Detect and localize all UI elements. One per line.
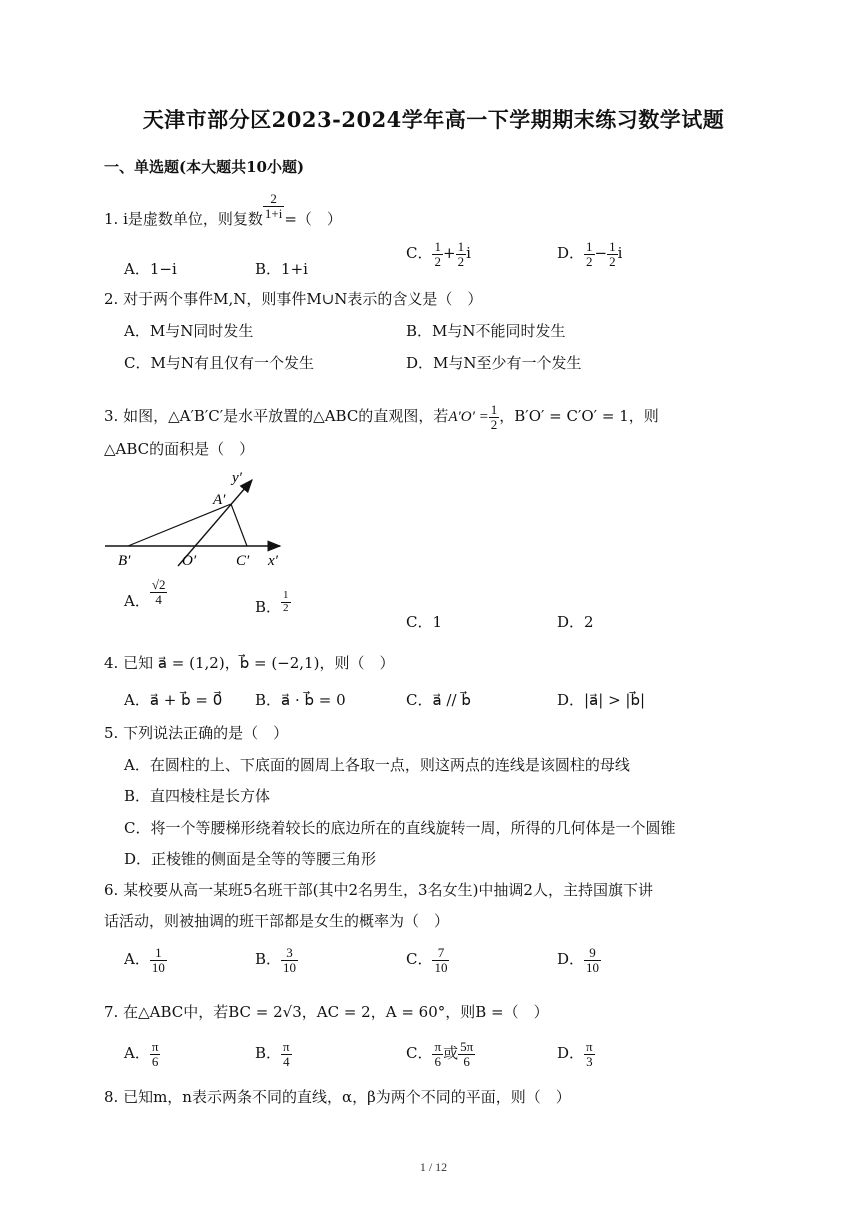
q3-a-label: A． [124, 592, 150, 611]
question-8-stem: 8. 已知m，n表示两条不同的直线，α，β为两个不同的平面，则（ ） [104, 1088, 571, 1106]
frac-den: 3 [586, 1053, 593, 1069]
question-2-stem: 2. 对于两个事件M,N，则事件M∪N表示的含义是（ ） [104, 290, 483, 308]
label-a: A′ [213, 492, 226, 508]
q5-option-c[interactable]: C．将一个等腰梯形绕着较长的底边所在的直线旋转一周，所得的几何体是一个圆锥 [124, 819, 676, 837]
edge-ba [128, 504, 231, 546]
q1-d-op: − [594, 244, 608, 263]
q1-option-d[interactable] [557, 240, 622, 268]
frac-den: 2 [283, 601, 289, 614]
label-o: O′ [182, 553, 197, 569]
frac-den: 2 [434, 253, 441, 269]
q7-d-label: D． [557, 1044, 585, 1063]
q7-c-label: C． [406, 1044, 433, 1063]
q5-option-b[interactable]: B．直四棱柱是长方体 [124, 787, 271, 805]
q3-cond-frac [489, 403, 500, 431]
q6-d-frac [584, 946, 601, 974]
frac-num: 9 [584, 946, 601, 961]
frac-num: 1 [283, 589, 289, 601]
q6-a-frac [150, 946, 167, 974]
q3-cond-rest: ，B′O′ = C′O′ = 1，则 [499, 407, 659, 426]
frac-num: π [151, 1039, 159, 1054]
frac-den: 6 [463, 1053, 470, 1069]
frac-num: 3 [281, 946, 298, 961]
q6-d-label: D． [557, 950, 585, 969]
q1-c-op: + [442, 244, 456, 263]
q3-option-b[interactable] [255, 589, 291, 620]
q1-c-label: C． [406, 244, 433, 263]
frac-den: 10 [151, 959, 165, 975]
q2-option-a[interactable]: A．M与N同时发生 [124, 322, 254, 340]
label-y: y′ [232, 470, 242, 486]
q2-option-c[interactable]: C．M与N有且仅有一个发生 [124, 354, 314, 372]
q3-figure [100, 468, 300, 573]
q6-a-label: A． [124, 950, 150, 969]
q7-option-a[interactable] [124, 1040, 160, 1068]
q3-option-d[interactable]: D．2 [557, 613, 594, 631]
frac-den: 6 [151, 1053, 159, 1069]
q1-c-frac2 [456, 240, 467, 268]
q6-b-frac [281, 946, 298, 974]
label-c: C′ [236, 553, 250, 569]
q1-d-frac2 [607, 240, 618, 268]
q4-option-a[interactable]: A．a⃗ + b⃗ = 0⃗ [124, 691, 223, 709]
frac-den: 4 [155, 591, 162, 607]
q3-option-c[interactable]: C．1 [406, 613, 443, 631]
frac-num: 1 [490, 402, 498, 417]
frac-num: 1 [609, 239, 616, 254]
frac-num: π [434, 1039, 442, 1054]
q7-d-frac [584, 1040, 595, 1068]
frac-num: √2 [151, 577, 166, 592]
frac-num: π [586, 1039, 593, 1054]
q7-c-frac1 [432, 1040, 443, 1068]
frac-den: 4 [283, 1053, 290, 1069]
q7-c-or: 或 [443, 1044, 459, 1063]
section-heading: 一、单选题(本大题共10小题) [104, 158, 305, 176]
q6-option-d[interactable] [557, 946, 601, 974]
q3-b-label: B． [255, 598, 282, 617]
question-6-stem-2: 话活动，则被抽调的班干部都是女生的概率为（ ） [104, 912, 450, 930]
frac-den: 10 [434, 959, 448, 975]
q5-option-a[interactable]: A．在圆柱的上、下底面的圆周上各取一点，则这两点的连线是该圆柱的母线 [124, 756, 630, 774]
frac-den: 6 [434, 1053, 442, 1069]
frac-num: 1 [586, 239, 593, 254]
q3-stem-text: 3. 如图，△A′B′C′是水平放置的△ABC的直观图，若 [104, 407, 449, 426]
q6-b-label: B． [255, 950, 282, 969]
q7-b-label: B． [255, 1044, 282, 1063]
frac-num: 5π [460, 1039, 474, 1054]
frac-den: 10 [283, 959, 297, 975]
question-3-stem-2: △ABC的面积是（ ） [104, 440, 255, 458]
q3-b-frac [281, 590, 291, 614]
q1-d-label: D． [557, 244, 585, 263]
question-6-stem: 6. 某校要从高一某班5名班干部(其中2名男生，3名女生)中抽调2人，主持国旗下讲 [104, 881, 653, 899]
question-3-stem [104, 403, 659, 431]
q7-option-d[interactable] [557, 1040, 595, 1068]
q7-option-c[interactable] [406, 1040, 475, 1068]
q1-option-c[interactable] [406, 240, 471, 268]
q1-c-i: i [466, 244, 471, 263]
q6-option-b[interactable] [255, 946, 298, 974]
q1-fraction [263, 192, 284, 220]
q6-option-a[interactable] [124, 946, 167, 974]
q1-option-b[interactable]: B．1+i [255, 260, 308, 278]
q6-c-label: C． [406, 950, 433, 969]
q1-stem-end: =（ ） [284, 210, 342, 229]
question-5-stem: 5. 下列说法正确的是（ ） [104, 724, 289, 742]
label-b: B′ [118, 553, 131, 569]
frac-num: 1 [457, 239, 465, 254]
q2-option-d[interactable]: D．M与N至少有一个发生 [406, 354, 582, 372]
q1-d-frac1 [584, 240, 595, 268]
frac-den: 2 [490, 416, 498, 432]
q3-cond-lhs: A′O′ = [448, 409, 489, 426]
q3-option-a[interactable] [124, 577, 167, 616]
question-1-stem [104, 191, 342, 234]
q7-option-b[interactable] [255, 1040, 292, 1068]
q5-option-d[interactable]: D．正棱锥的侧面是全等的等腰三角形 [124, 850, 377, 868]
q7-b-frac [281, 1040, 292, 1068]
page-title: 天津市部分区2023-2024学年高一下学期期末练习数学试题 [142, 107, 725, 132]
q1-frac-num: 2 [263, 192, 284, 207]
q1-stem-text: 1. i是虚数单位，则复数 [104, 210, 263, 229]
frac-den: 2 [457, 253, 465, 269]
frac-num: 7 [432, 946, 449, 961]
frac-den: 2 [609, 253, 616, 269]
q1-frac-den: 1+i [264, 205, 283, 221]
q6-c-frac [432, 946, 449, 974]
q7-a-label: A． [124, 1044, 150, 1063]
q4-option-c[interactable]: C．a⃗ // b⃗ [406, 691, 471, 709]
q1-d-i: i [617, 244, 623, 263]
q2-option-b[interactable]: B．M与N不能同时发生 [406, 322, 566, 340]
q7-a-frac [150, 1040, 161, 1068]
label-x: x′ [268, 553, 278, 569]
page-number: 1 / 12 [419, 1160, 448, 1174]
q4-option-b[interactable]: B．a⃗ · b⃗ = 0 [255, 691, 346, 709]
q7-c-frac2 [458, 1040, 475, 1068]
frac-num: 1 [150, 946, 167, 961]
q1-option-a[interactable]: A．1−i [124, 260, 177, 278]
q1-c-frac1 [432, 240, 443, 268]
q3-a-frac [150, 578, 168, 606]
frac-den: 2 [586, 253, 593, 269]
frac-num: 1 [434, 239, 441, 254]
q6-option-c[interactable] [406, 946, 449, 974]
q4-option-d[interactable]: D．|a⃗| > |b⃗| [557, 691, 646, 709]
frac-num: π [283, 1039, 290, 1054]
edge-ac [231, 504, 247, 546]
question-7-stem: 7. 在△ABC中，若BC = 2√3，AC = 2，A = 60°，则B =（ ） [104, 1003, 549, 1021]
question-4-stem: 4. 已知 a⃗ = (1,2)，b⃗ = (−2,1)，则（ ） [104, 654, 395, 672]
frac-den: 10 [586, 959, 600, 975]
